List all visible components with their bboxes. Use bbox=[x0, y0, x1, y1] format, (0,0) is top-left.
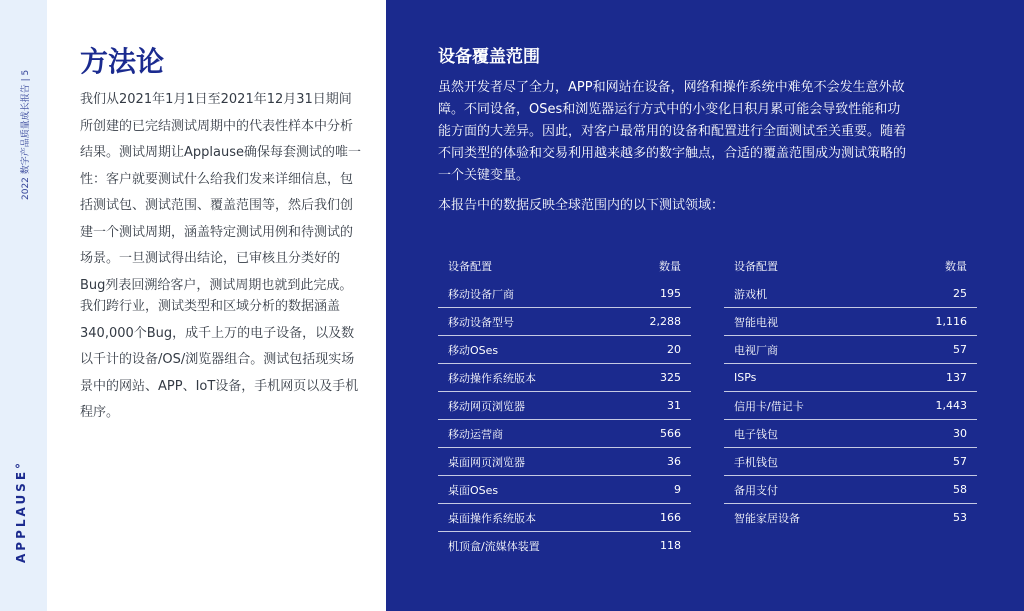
config-name: 桌面操作系统版本 bbox=[438, 504, 611, 532]
methodology-paragraph-1: 我们从2021年1月1日至2021年12月31日期间所创建的已完结测试周期中的代表性样本中分析结果。测试周期让Applause确保每套测试的唯一性：客户就要测试什么给我们发来详细信息，包括测试包、测试范围、覆盖范围等，然后我们创建一个测试周期，涵盖特定测试用例和待测试的场景。一旦测试得出结论，已审核且分类好的Bug列表回溯给客户，测试周期也就到此完成。 bbox=[80, 92, 361, 293]
config-count: 1,116 bbox=[885, 308, 977, 336]
coverage-paragraph-1: 虽然开发者尽了全力，APP和网站在设备，网络和操作系统中难免不会发生意外故障。不同设备，OSes和浏览器运行方式中的小变化日积月累可能会导致性能和功能方面的大差异。因此，对客户最常用的设备和配置进行全面测试至关重要。随着不同类型的体验和交易利用越来越多的数字触点，合适的覆盖范围成为测试策略的一个关键变量。 bbox=[438, 80, 907, 183]
table-row bbox=[438, 504, 691, 532]
config-count: 30 bbox=[885, 420, 977, 448]
device-table-left bbox=[438, 252, 691, 559]
config-name: 桌面网页浏览器 bbox=[438, 448, 611, 476]
methodology-paragraph-2: 我们跨行业，测试类型和区域分析的数据涵盖340,000个Bug，成千上万的电子设备，以及数以千计的设备/OS/浏览器组合。测试包括现实场景中的网站、APP、IoT设备，手机网页以及手机程序。 bbox=[80, 299, 359, 420]
config-count: 118 bbox=[660, 539, 681, 552]
config-name: 游戏机 bbox=[724, 280, 885, 308]
side-strip bbox=[0, 0, 47, 611]
table-row bbox=[724, 420, 977, 448]
table-header-row bbox=[724, 252, 977, 280]
config-count: 57 bbox=[885, 336, 977, 364]
config-name: 备用支付 bbox=[724, 476, 885, 504]
column-header-config: 设备配置 bbox=[448, 260, 492, 273]
table-row bbox=[438, 280, 691, 308]
page-title: 方法论 bbox=[80, 45, 165, 78]
table-row bbox=[438, 532, 691, 560]
config-count: 20 bbox=[611, 336, 691, 364]
table-row bbox=[438, 448, 691, 476]
config-name: 手机钱包 bbox=[724, 448, 885, 476]
config-name: 移动设备厂商 bbox=[438, 280, 611, 308]
config-name: 桌面OSes bbox=[438, 476, 611, 504]
config-name: 移动操作系统版本 bbox=[438, 364, 611, 392]
config-name: ISPs bbox=[724, 364, 885, 392]
column-header-count: 数量 bbox=[659, 260, 681, 273]
config-count: 166 bbox=[611, 504, 691, 532]
config-count: 1,443 bbox=[885, 392, 977, 420]
section-heading: 设备覆盖范围 bbox=[438, 47, 540, 67]
config-count: 195 bbox=[611, 280, 691, 308]
table-row bbox=[438, 476, 691, 504]
table-row bbox=[438, 392, 691, 420]
table-row bbox=[438, 364, 691, 392]
config-count: 36 bbox=[611, 448, 691, 476]
coverage-paragraph-2: 本报告中的数据反映全球范围内的以下测试领域： bbox=[438, 198, 725, 213]
right-column bbox=[386, 0, 1024, 611]
table-row bbox=[438, 420, 691, 448]
config-name: 电子钱包 bbox=[724, 420, 885, 448]
config-name: 智能电视 bbox=[724, 308, 885, 336]
config-name: 智能家居设备 bbox=[734, 511, 800, 525]
table-row bbox=[724, 448, 977, 476]
table-row bbox=[724, 308, 977, 336]
brand-logo: APPLAUSE° bbox=[14, 459, 28, 563]
device-table-right bbox=[724, 252, 977, 531]
table-row bbox=[724, 392, 977, 420]
table-row bbox=[724, 364, 977, 392]
config-count: 325 bbox=[611, 364, 691, 392]
config-name: 电视厂商 bbox=[724, 336, 885, 364]
config-name: 移动运营商 bbox=[438, 420, 611, 448]
config-name: 移动OSes bbox=[438, 336, 611, 364]
table-row bbox=[724, 476, 977, 504]
config-count: 31 bbox=[611, 392, 691, 420]
running-header: 2022 数字产品质量成长报告 | 5 bbox=[21, 69, 31, 200]
column-header-config: 设备配置 bbox=[734, 260, 778, 273]
config-name: 移动设备型号 bbox=[438, 308, 611, 336]
table-row bbox=[724, 504, 977, 532]
config-name: 机顶盒/流媒体装置 bbox=[448, 539, 540, 553]
config-count: 25 bbox=[885, 280, 977, 308]
table-header-row bbox=[438, 252, 691, 280]
config-count: 9 bbox=[611, 476, 691, 504]
table-row bbox=[724, 280, 977, 308]
config-count: 53 bbox=[953, 511, 967, 524]
config-name: 移动网页浏览器 bbox=[438, 392, 611, 420]
table-row bbox=[438, 308, 691, 336]
config-name: 信用卡/借记卡 bbox=[724, 392, 885, 420]
config-count: 566 bbox=[611, 420, 691, 448]
config-count: 137 bbox=[885, 364, 977, 392]
config-count: 58 bbox=[885, 476, 977, 504]
left-column bbox=[47, 0, 386, 611]
table-row bbox=[724, 336, 977, 364]
table-row bbox=[438, 336, 691, 364]
config-count: 57 bbox=[885, 448, 977, 476]
config-count: 2,288 bbox=[611, 308, 691, 336]
column-header-count: 数量 bbox=[945, 260, 967, 273]
